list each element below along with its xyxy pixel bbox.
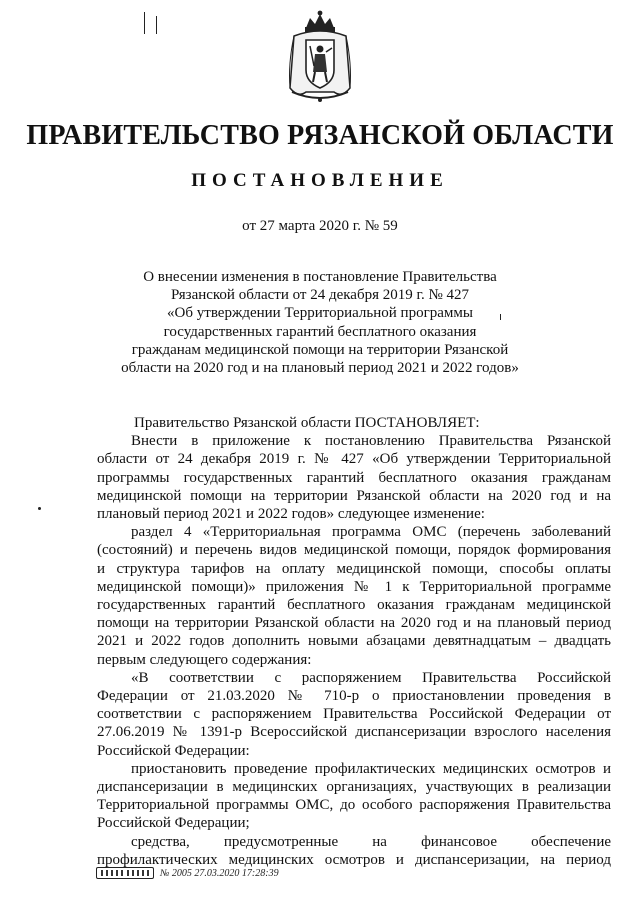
- document-body: [97, 414, 611, 869]
- body-line: и структура тарифов на оплату медицинской помощи, способы оплаты: [97, 560, 611, 577]
- body-line: профилактических медицинских осмотров и диспансеризации, на период: [97, 851, 611, 868]
- document-type: ПОСТАНОВЛЕНИЕ: [191, 170, 449, 191]
- subject-line: Рязанской области от 24 декабря 2019 г. № 427: [170, 287, 470, 304]
- body-line: государственных гарантий бесплатного оказания гражданам медицинской: [97, 597, 611, 614]
- subject-line: области на 2020 год и на плановый период 2021 и 2022 годов»: [121, 360, 519, 377]
- body-line: программы государственных гарантий бесплатного оказания гражданам: [97, 469, 611, 486]
- body-line: средства, предусмотренные на финансовое обеспечение: [131, 833, 611, 850]
- body-line: Российской Федерации;: [97, 815, 250, 832]
- body-line: медицинской помощи)» приложения № 1 к Территориальной программе: [97, 578, 611, 595]
- document-number: № 59: [364, 218, 398, 234]
- body-line: «В соответствии с распоряжением Правительства Российской: [131, 669, 611, 686]
- body-line: области от 24 декабря 2019 г. № 427 «Об утверждении Территориальной: [97, 451, 611, 468]
- document-date-number: [0, 218, 640, 235]
- registration-footer: [96, 865, 279, 881]
- body-line: раздел 4 «Территориальная программа ОМС (перечень заболеваний: [131, 524, 611, 541]
- body-line: Российской Федерации:: [97, 742, 250, 759]
- coat-of-arms-icon: [282, 8, 358, 108]
- document-date: от 27 марта 2020 г.: [242, 218, 361, 234]
- organization-title: ПРАВИТЕЛЬСТВО РЯЗАНСКОЙ ОБЛАСТИ: [26, 120, 614, 151]
- document-subject: [110, 268, 530, 377]
- subject-line: О внесении изменения в постановление Правительства: [143, 269, 497, 285]
- body-line: 27.06.2019 № 1391-р Всероссийской диспансеризации взрослого населения: [97, 724, 611, 741]
- body-line: Федерации от 21.03.2020 № 710-р о приостановлении проведения в: [97, 688, 611, 705]
- body-line: первым следующего содержания:: [97, 651, 312, 668]
- body-line: Правительство Рязанской области ПОСТАНОВЛЯЕТ:: [134, 415, 480, 431]
- body-line: 2021 и 2022 годов дополнить новыми абзацами девятнадцатым – двадцать: [97, 633, 611, 650]
- scan-mark: [156, 16, 157, 34]
- subject-line: гражданам медицинской помощи на территории Рязанской: [131, 341, 509, 358]
- subject-line: «Об утверждении Территориальной программы: [167, 305, 473, 322]
- body-line: (состояний) и перечень видов медицинской помощи, порядок формирования: [97, 542, 611, 559]
- scan-mark: [500, 314, 501, 320]
- scan-mark: [38, 507, 41, 510]
- body-line: Внести в приложение к постановлению Правительства Рязанской: [131, 433, 611, 450]
- body-line: соответствии с распоряжением Правительства Российской Федерации от: [97, 706, 611, 723]
- body-line: диспансеризации в медицинских организациях, участвующих в реализации: [97, 779, 611, 796]
- scan-mark: [144, 12, 145, 34]
- coat-of-arms-emblem: [282, 8, 358, 108]
- body-line: помощи на территории Рязанской области на 2020 год и на плановый период: [97, 615, 611, 632]
- body-line: Территориальной программы ОМС, до особого распоряжения Правительства: [97, 797, 611, 814]
- body-line: плановый период 2021 и 2022 годов» следующее изменение:: [97, 506, 485, 523]
- subject-line: государственных гарантий бесплатного оказания: [163, 323, 477, 340]
- barcode-stamp-icon: [96, 867, 154, 879]
- body-line: медицинской помощи на территории Рязанской области на 2020 год и на: [97, 487, 611, 504]
- body-line: приостановить проведение профилактических медицинских осмотров и: [131, 760, 611, 777]
- registration-info: № 2005 27.03.2020 17:28:39: [160, 867, 279, 879]
